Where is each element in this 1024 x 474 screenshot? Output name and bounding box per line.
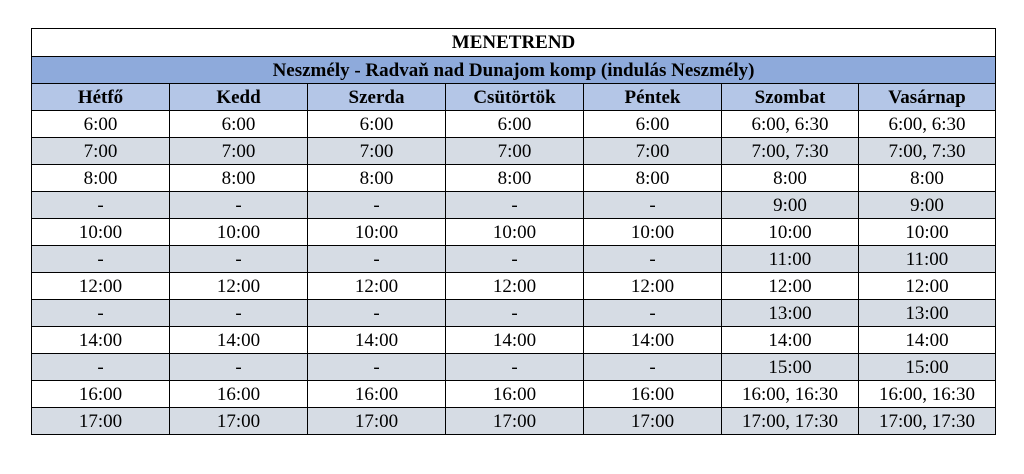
departure-time-saturday: 12:00 [722,273,859,300]
schedule-body [32,111,996,435]
departure-time-thursday: - [446,300,584,327]
departure-time-thursday: 16:00 [446,381,584,408]
departure-time-tuesday: 17:00 [170,408,308,435]
departure-time-wednesday: 6:00 [308,111,446,138]
departure-time-saturday: 10:00 [722,219,859,246]
departure-time-monday: - [32,192,170,219]
day-header-row [32,84,996,111]
departure-time-saturday: 11:00 [722,246,859,273]
departure-time-thursday: 6:00 [446,111,584,138]
title-row [32,29,996,57]
departure-time-thursday: 17:00 [446,408,584,435]
departure-time-tuesday: 16:00 [170,381,308,408]
day-header-thursday: Csütörtök [446,84,584,111]
departure-time-tuesday: 14:00 [170,327,308,354]
departure-time-saturday: 9:00 [722,192,859,219]
day-header-wednesday: Szerda [308,84,446,111]
departure-time-sunday: 10:00 [859,219,996,246]
departure-time-thursday: - [446,354,584,381]
departure-time-sunday: 16:00, 16:30 [859,381,996,408]
table-row [32,273,996,300]
departure-time-monday: 7:00 [32,138,170,165]
departure-time-monday: - [32,300,170,327]
departure-time-saturday: 16:00, 16:30 [722,381,859,408]
departure-time-wednesday: 12:00 [308,273,446,300]
table-row [32,165,996,192]
departure-time-tuesday: - [170,246,308,273]
departure-time-friday: - [584,192,722,219]
departure-time-tuesday: 10:00 [170,219,308,246]
departure-time-monday: - [32,354,170,381]
departure-time-friday: 12:00 [584,273,722,300]
departure-time-sunday: 17:00, 17:30 [859,408,996,435]
table-title: MENETREND [32,29,996,57]
table-row [32,408,996,435]
departure-time-wednesday: 17:00 [308,408,446,435]
departure-time-monday: 14:00 [32,327,170,354]
departure-time-thursday: 7:00 [446,138,584,165]
table-row [32,327,996,354]
departure-time-sunday: 9:00 [859,192,996,219]
day-header-friday: Péntek [584,84,722,111]
departure-time-saturday: 8:00 [722,165,859,192]
route-subtitle: Neszmély - Radvaň nad Dunajom komp (indulás Neszmély) [32,57,996,84]
departure-time-saturday: 15:00 [722,354,859,381]
departure-time-friday: 14:00 [584,327,722,354]
departure-time-monday: 16:00 [32,381,170,408]
departure-time-sunday: 12:00 [859,273,996,300]
departure-time-tuesday: - [170,354,308,381]
departure-time-tuesday: - [170,300,308,327]
departure-time-sunday: 6:00, 6:30 [859,111,996,138]
departure-time-friday: - [584,300,722,327]
day-header-saturday: Szombat [722,84,859,111]
table-row [32,111,996,138]
departure-time-tuesday: 6:00 [170,111,308,138]
departure-time-sunday: 15:00 [859,354,996,381]
departure-time-sunday: 7:00, 7:30 [859,138,996,165]
departure-time-monday: 12:00 [32,273,170,300]
departure-time-thursday: - [446,246,584,273]
departure-time-wednesday: 10:00 [308,219,446,246]
departure-time-friday: - [584,354,722,381]
departure-time-monday: - [32,246,170,273]
table-row [32,300,996,327]
departure-time-thursday: 10:00 [446,219,584,246]
departure-time-monday: 10:00 [32,219,170,246]
table-row [32,192,996,219]
departure-time-thursday: - [446,192,584,219]
departure-time-saturday: 6:00, 6:30 [722,111,859,138]
departure-time-friday: 7:00 [584,138,722,165]
departure-time-tuesday: 12:00 [170,273,308,300]
departure-time-sunday: 14:00 [859,327,996,354]
table-row [32,381,996,408]
departure-time-wednesday: 16:00 [308,381,446,408]
departure-time-wednesday: - [308,300,446,327]
day-header-tuesday: Kedd [170,84,308,111]
departure-time-friday: 17:00 [584,408,722,435]
departure-time-friday: - [584,246,722,273]
day-header-sunday: Vasárnap [859,84,996,111]
subtitle-row [32,57,996,84]
departure-time-wednesday: - [308,192,446,219]
departure-time-friday: 10:00 [584,219,722,246]
departure-time-tuesday: - [170,192,308,219]
departure-time-friday: 16:00 [584,381,722,408]
departure-time-sunday: 13:00 [859,300,996,327]
departure-time-wednesday: 14:00 [308,327,446,354]
departure-time-monday: 8:00 [32,165,170,192]
departure-time-wednesday: 7:00 [308,138,446,165]
departure-time-saturday: 17:00, 17:30 [722,408,859,435]
departure-time-thursday: 14:00 [446,327,584,354]
departure-time-wednesday: - [308,246,446,273]
departure-time-friday: 8:00 [584,165,722,192]
departure-time-friday: 6:00 [584,111,722,138]
timetable [31,28,996,435]
table-row [32,246,996,273]
departure-time-tuesday: 8:00 [170,165,308,192]
departure-time-wednesday: 8:00 [308,165,446,192]
table-row [32,138,996,165]
departure-time-monday: 6:00 [32,111,170,138]
departure-time-monday: 17:00 [32,408,170,435]
departure-time-saturday: 7:00, 7:30 [722,138,859,165]
departure-time-thursday: 12:00 [446,273,584,300]
day-header-monday: Hétfő [32,84,170,111]
departure-time-saturday: 14:00 [722,327,859,354]
departure-time-sunday: 8:00 [859,165,996,192]
departure-time-tuesday: 7:00 [170,138,308,165]
departure-time-sunday: 11:00 [859,246,996,273]
table-row [32,219,996,246]
table-row [32,354,996,381]
departure-time-saturday: 13:00 [722,300,859,327]
departure-time-wednesday: - [308,354,446,381]
departure-time-thursday: 8:00 [446,165,584,192]
